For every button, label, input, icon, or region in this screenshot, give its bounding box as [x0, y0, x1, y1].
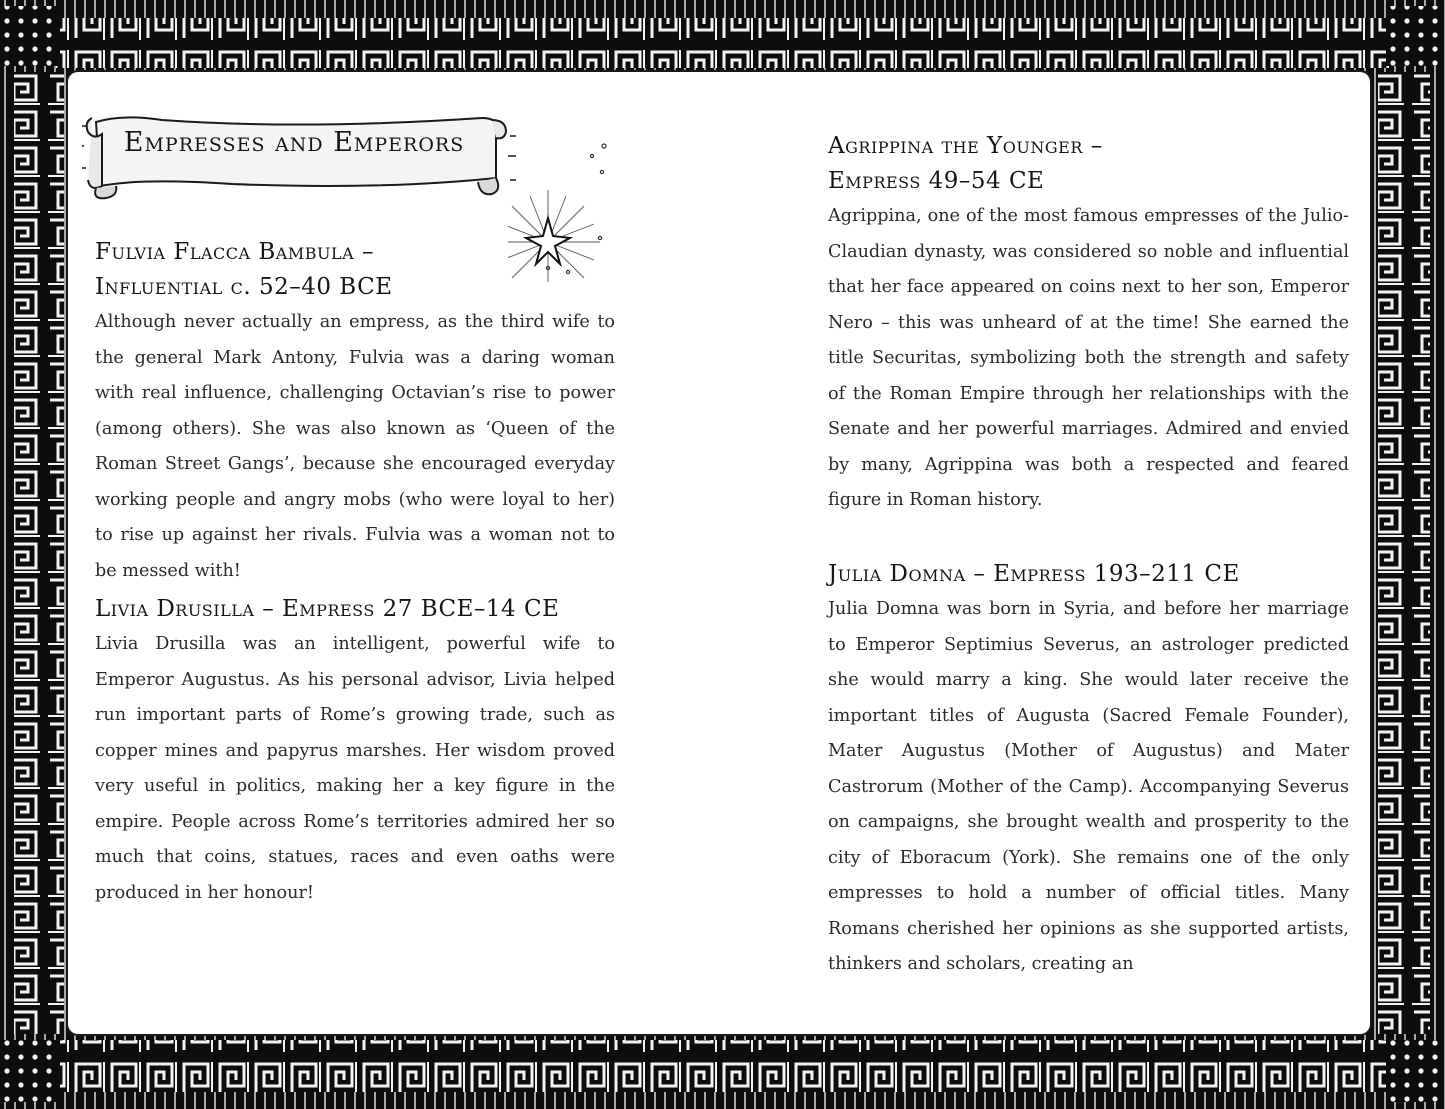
- entry-livia: [95, 592, 615, 911]
- entry-body: Although never actually an empress, as the third wife to the general Mark Antony, Fulvia was a daring woman with real influence, challenging Octavian’s rise to power (among others). She was also known as ‘Queen of the Roman Street Gangs’, because she encouraged everyday working people and angry mobs (who were loyal to her) to rise up against her rivals. Fulvia was a woman not to be messed with!: [95, 312, 615, 581]
- heading-line: Agrippina the Younger –: [828, 133, 1103, 159]
- entry-heading: [828, 557, 1349, 592]
- entry-julia-domna: [828, 557, 1349, 983]
- heading-line: Influential c. 52–40 BCE: [95, 274, 393, 300]
- book-page: [68, 72, 1370, 1034]
- page-title: Empresses and Emperors: [123, 127, 465, 158]
- entry-fulvia: [95, 235, 615, 589]
- heading-line: Julia Domna – Empress 193–211 CE: [828, 561, 1240, 587]
- entry-agrippina: [828, 129, 1349, 519]
- entry-body: Julia Domna was born in Syria, and before her marriage to Emperor Septimius Severus, an astrologer predicted she would marry a king. She would later receive the important titles of Augusta (Sacred Female Founder), Mater Augustus (Mother of Augustus) and Mater Castrorum (Mother of the Camp). Accompanying Severus on campaigns, she brought wealth and prosperity to the city of Eboracum (York). She remains one of the only empresses to hold a number of official titles. Many Romans cherished her opinions as she supported artists, thinkers and scholars, creating an: [828, 599, 1349, 974]
- entry-heading: [95, 235, 615, 305]
- heading-line: Fulvia Flacca Bambula –: [95, 239, 374, 265]
- entry-heading: [828, 129, 1349, 199]
- entry-heading: [95, 592, 615, 627]
- heading-line: Empress 49–54 CE: [828, 168, 1045, 194]
- entry-body: Livia Drusilla was an intelligent, powerful wife to Emperor Augustus. As his personal advisor, Livia helped run important parts of Rome’s growing trade, such as copper mines and papyrus marshes. Her wisdom proved very useful in politics, making her a key figure in the empire. People across Rome’s territories admired her so much that coins, statues, races and even oaths were produced in her honour!: [95, 634, 615, 903]
- entry-body: Agrippina, one of the most famous empresses of the Julio-Claudian dynasty, was considered so noble and influential that her face appeared on coins next to her son, Emperor Nero – this was unheard of at the time! She earned the title Securitas, symbolizing both the strength and safety of the Roman Empire through her relationships with the Senate and her powerful marriages. Admired and envied by many, Agrippina was both a respected and feared figure in Roman history.: [828, 206, 1349, 510]
- heading-line: Livia Drusilla – Empress 27 BCE–14 CE: [95, 596, 560, 622]
